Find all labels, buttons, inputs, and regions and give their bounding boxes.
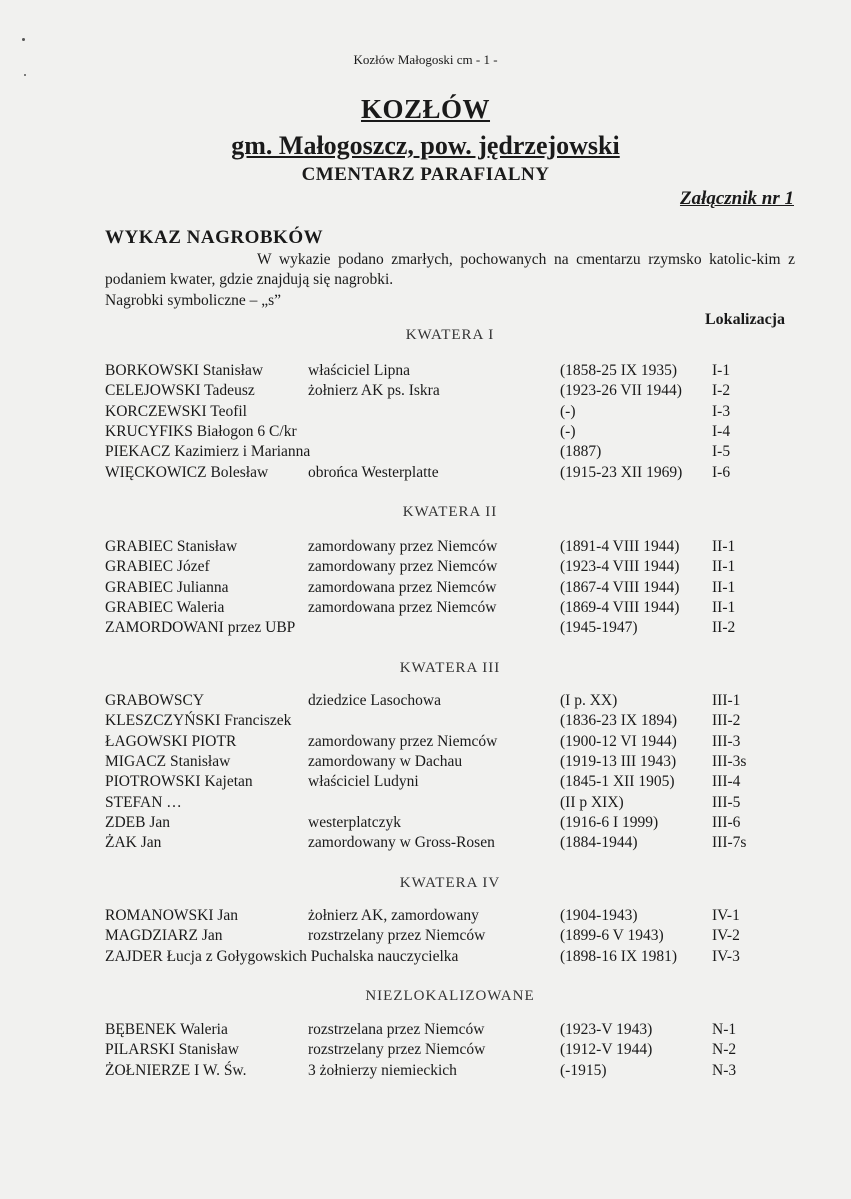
page-title: KOZŁÓW [360,94,491,124]
deceased-description: zamordowana przez Niemców [308,578,497,596]
grave-location: II-1 [712,558,736,576]
grave-location: II-1 [712,578,736,596]
deceased-name: MAGDZIARZ Jan [105,927,223,945]
deceased-description: 3 żołnierzy niemieckich [308,1061,457,1079]
grave-location: II-2 [712,619,736,637]
grave-row [0,733,851,753]
deceased-name: GRABIEC Stanisław [105,538,238,555]
deceased-name: ŁAGOWSKI PIOTR [105,732,237,750]
grave-location: I-3 [712,402,731,420]
life-dates: (1887) [560,443,602,461]
grave-location: III-6 [712,813,741,831]
grave-row [0,619,851,639]
deceased-name: BĘBENEK Waleria [105,1021,228,1038]
grave-location: I-6 [712,463,731,481]
section-title: KWATERA II [402,504,498,520]
life-dates: (I p. XX) [560,692,618,709]
grave-row [0,362,851,382]
deceased-description: rozstrzelana przez Niemców [308,1021,485,1038]
deceased-name: BORKOWSKI Stanisław [105,362,264,379]
life-dates: (1923-4 VIII 1944) [560,558,680,576]
grave-row [0,1021,851,1041]
grave-row [0,753,851,773]
life-dates: (1845-1 XII 1905) [560,773,675,791]
life-dates: (1912-V 1944) [560,1041,653,1059]
grave-row [0,464,851,484]
grave-location: I-4 [712,422,731,440]
running-header: Kozłów Małogoski cm - 1 - [353,52,498,67]
deceased-description: zamordowany przez Niemców [308,558,498,576]
cemetery-name: CMENTARZ PARAFIALNY [301,164,550,185]
deceased-description: westerplatczyk [308,813,401,831]
list-title: WYKAZ NAGROBKÓW [105,227,324,248]
deceased-description: żołnierz AK, zamordowany [308,907,479,924]
grave-location: III-3 [712,732,741,750]
scan-speck [24,74,26,76]
grave-row [0,579,851,599]
grave-row [0,538,851,558]
life-dates: (1858-25 IX 1935) [560,362,678,379]
grave-location: IV-1 [712,907,740,924]
life-dates: (-) [560,422,576,440]
life-dates: (-1915) [560,1061,607,1079]
section-title: KWATERA III [399,660,501,676]
intro-paragraph: W wykazie podano zmarłych, pochowanych na cmentarzu rzymsko katolic-kim z podaniem kwater, gdzie znajdują się nagrobki. [105,251,795,288]
deceased-name: GRABIEC Józef [105,558,210,576]
grave-row [0,907,851,927]
deceased-description: właściciel Lipna [308,362,410,379]
deceased-name: ŻAK Jan [105,834,162,852]
grave-row [0,773,851,793]
life-dates: (1915-23 XII 1969) [560,463,683,481]
grave-row [0,692,851,712]
deceased-description: obrońca Westerplatte [308,463,439,481]
grave-location: III-4 [712,773,741,791]
scan-speck [22,38,25,41]
grave-location: N-1 [712,1021,737,1038]
deceased-description: zamordowana przez Niemców [308,598,497,616]
deceased-name: KRUCYFIKS Białogon 6 C/kr [105,422,297,440]
grave-row [0,558,851,578]
grave-location: III-1 [712,692,741,709]
deceased-description: właściciel Ludyni [308,773,419,791]
deceased-name: ZAMORDOWANI przez UBP [105,619,296,637]
deceased-name: PIEKACZ Kazimierz i Marianna [105,443,311,461]
grave-row [0,927,851,947]
grave-location: I-2 [712,382,731,400]
deceased-name: WIĘCKOWICZ Bolesław [105,463,269,481]
deceased-description: zamordowany przez Niemców [308,538,498,555]
deceased-description: zamordowany przez Niemców [308,732,498,750]
life-dates: (II p XIX) [560,793,624,811]
grave-location: I-5 [712,443,731,461]
deceased-name: CELEJOWSKI Tadeusz [105,382,255,400]
grave-location: II-1 [712,538,736,555]
life-dates: (1898-16 IX 1981) [560,947,678,965]
grave-row [0,948,851,968]
life-dates: (1923-26 VII 1944) [560,382,682,400]
deceased-name: ŻOŁNIERZE I W. Św. [105,1061,247,1079]
deceased-name: STEFAN … [105,793,182,811]
section-title: NIEZLOKALIZOWANE [365,988,535,1004]
life-dates: (1904-1943) [560,907,638,924]
deceased-description: żołnierz AK ps. Iskra [308,382,440,400]
life-dates: (1945-1947) [560,619,638,637]
life-dates: (1919-13 III 1943) [560,752,677,770]
grave-location: III-7s [712,834,747,852]
grave-row [0,382,851,402]
grave-location: III-3s [712,752,747,770]
annex-label: Załącznik nr 1 [679,188,794,209]
location-header: Lokalizacja [705,311,785,328]
life-dates: (1869-4 VIII 1944) [560,598,680,616]
grave-location: IV-3 [712,947,740,965]
deceased-name: ROMANOWSKI Jan [105,907,239,924]
grave-row [0,403,851,423]
section-title: KWATERA IV [399,875,501,891]
deceased-description: rozstrzelany przez Niemców [308,927,486,945]
life-dates: (1900-12 VI 1944) [560,732,677,750]
life-dates: (1867-4 VIII 1944) [560,578,680,596]
life-dates: (1884-1944) [560,834,638,852]
grave-location: N-2 [712,1041,737,1059]
deceased-name: MIGACZ Stanisław [105,752,231,770]
deceased-name: GRABIEC Julianna [105,578,229,596]
deceased-description: zamordowany w Dachau [308,752,463,770]
life-dates: (1899-6 V 1943) [560,927,664,945]
grave-location: III-2 [712,712,741,730]
grave-location: N-3 [712,1061,737,1079]
grave-row [0,794,851,814]
deceased-name: GRABIEC Waleria [105,598,225,616]
deceased-name: ZDEB Jan [105,813,171,831]
deceased-name: PIOTROWSKI Kajetan [105,773,253,791]
grave-row [0,814,851,834]
symbolic-note: Nagrobki symboliczne – „s” [105,292,282,309]
grave-row [0,423,851,443]
section-title: KWATERA I [405,327,495,343]
grave-row [0,443,851,463]
deceased-name: KORCZEWSKI Teofil [105,402,247,420]
deceased-name: PILARSKI Stanisław [105,1041,239,1059]
life-dates: (1891-4 VIII 1944) [560,538,680,555]
life-dates: (1916-6 I 1999) [560,813,659,831]
grave-row [0,599,851,619]
deceased-description: dziedzice Lasochowa [308,692,441,709]
deceased-description: rozstrzelany przez Niemców [308,1041,486,1059]
grave-row [0,712,851,732]
life-dates: (1923-V 1943) [560,1021,653,1038]
grave-row [0,1062,851,1082]
grave-location: IV-2 [712,927,740,945]
life-dates: (-) [560,402,576,420]
deceased-name: GRABOWSCY [105,692,205,709]
grave-location: I-1 [712,362,731,379]
deceased-name: KLESZCZYŃSKI Franciszek [105,712,292,730]
page-subtitle: gm. Małogoszcz, pow. jędrzejowski [231,131,620,160]
grave-row [0,834,851,854]
grave-row [0,1041,851,1061]
deceased-description: zamordowany w Gross-Rosen [308,834,495,852]
deceased-name: ZAJDER Łucja z Gołygowskich Puchalska nauczycielka [105,947,459,965]
life-dates: (1836-23 IX 1894) [560,712,678,730]
grave-location: II-1 [712,598,736,616]
grave-location: III-5 [712,793,741,811]
